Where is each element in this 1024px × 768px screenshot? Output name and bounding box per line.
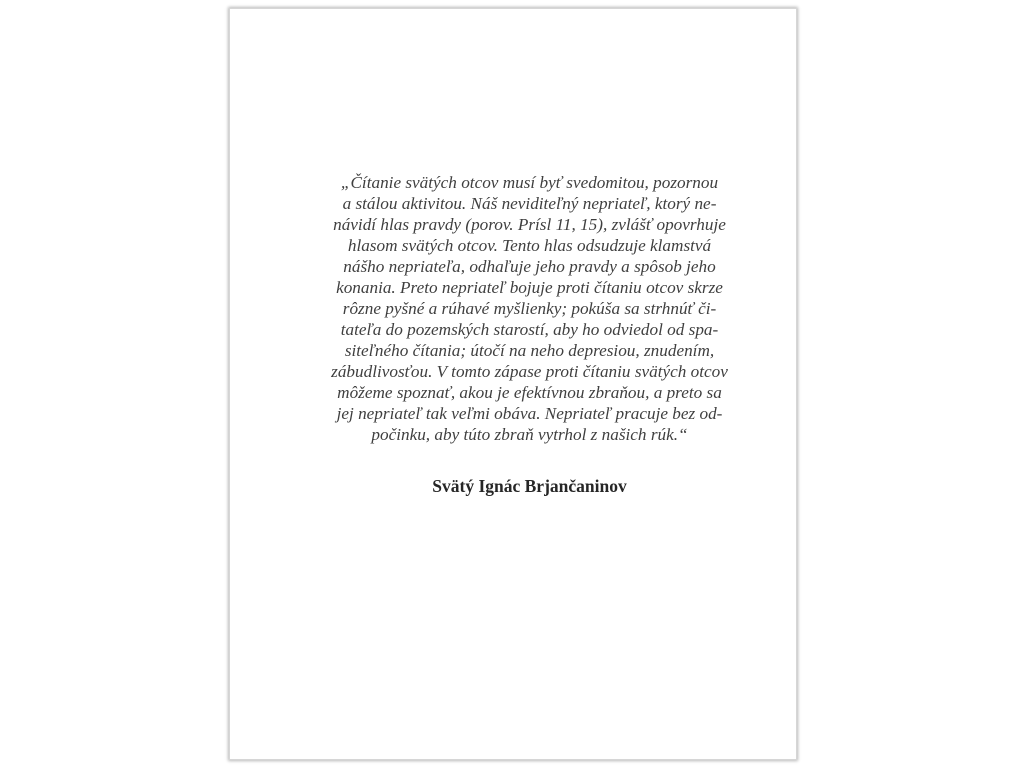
quote-line: môžeme spoznať, akou je efektívnou zbraňou, a preto sa (337, 383, 722, 402)
quote-line: návidí hlas pravdy (porov. Prísl 11, 15), zvlášť opovrhuje (333, 215, 726, 234)
quote-line: „Čítanie svätých otcov musí byť svedomitou, pozornou (340, 173, 719, 192)
quote-line: zábudlivosťou. V tomto zápase proti čítaniu svätých otcov (331, 362, 728, 381)
quote-author: Svätý Ignác Brjančaninov (432, 476, 627, 496)
quote-line: počinku, aby túto zbraň vytrhol z našich rúk.“ (371, 425, 688, 444)
quote-line: tateľa do pozemských starostí, aby ho odviedol od spa- (340, 320, 719, 339)
quote-line: konania. Preto nepriateľ bojuje proti čítaniu otcov skrze (336, 278, 723, 297)
quote-line: rôzne pyšné a rúhavé myšlienky; pokúša sa strhnúť či- (342, 299, 717, 318)
quote-line: jej nepriateľ tak veľmi obáva. Nepriateľ pracuje bez od- (336, 404, 723, 423)
quote-line: siteľného čítania; útočí na neho depresiou, znudením, (344, 341, 715, 360)
quote-text (306, 172, 753, 445)
quote-line: nášho nepriateľa, odhaľuje jeho pravdy a spôsob jeho (343, 257, 716, 276)
quote-line: a stálou aktivitou. Náš neviditeľný nepriateľ, ktorý ne- (342, 194, 717, 213)
quote-line: hlasom svätých otcov. Tento hlas odsudzuje klamstvá (347, 236, 712, 255)
document-page (229, 8, 797, 760)
